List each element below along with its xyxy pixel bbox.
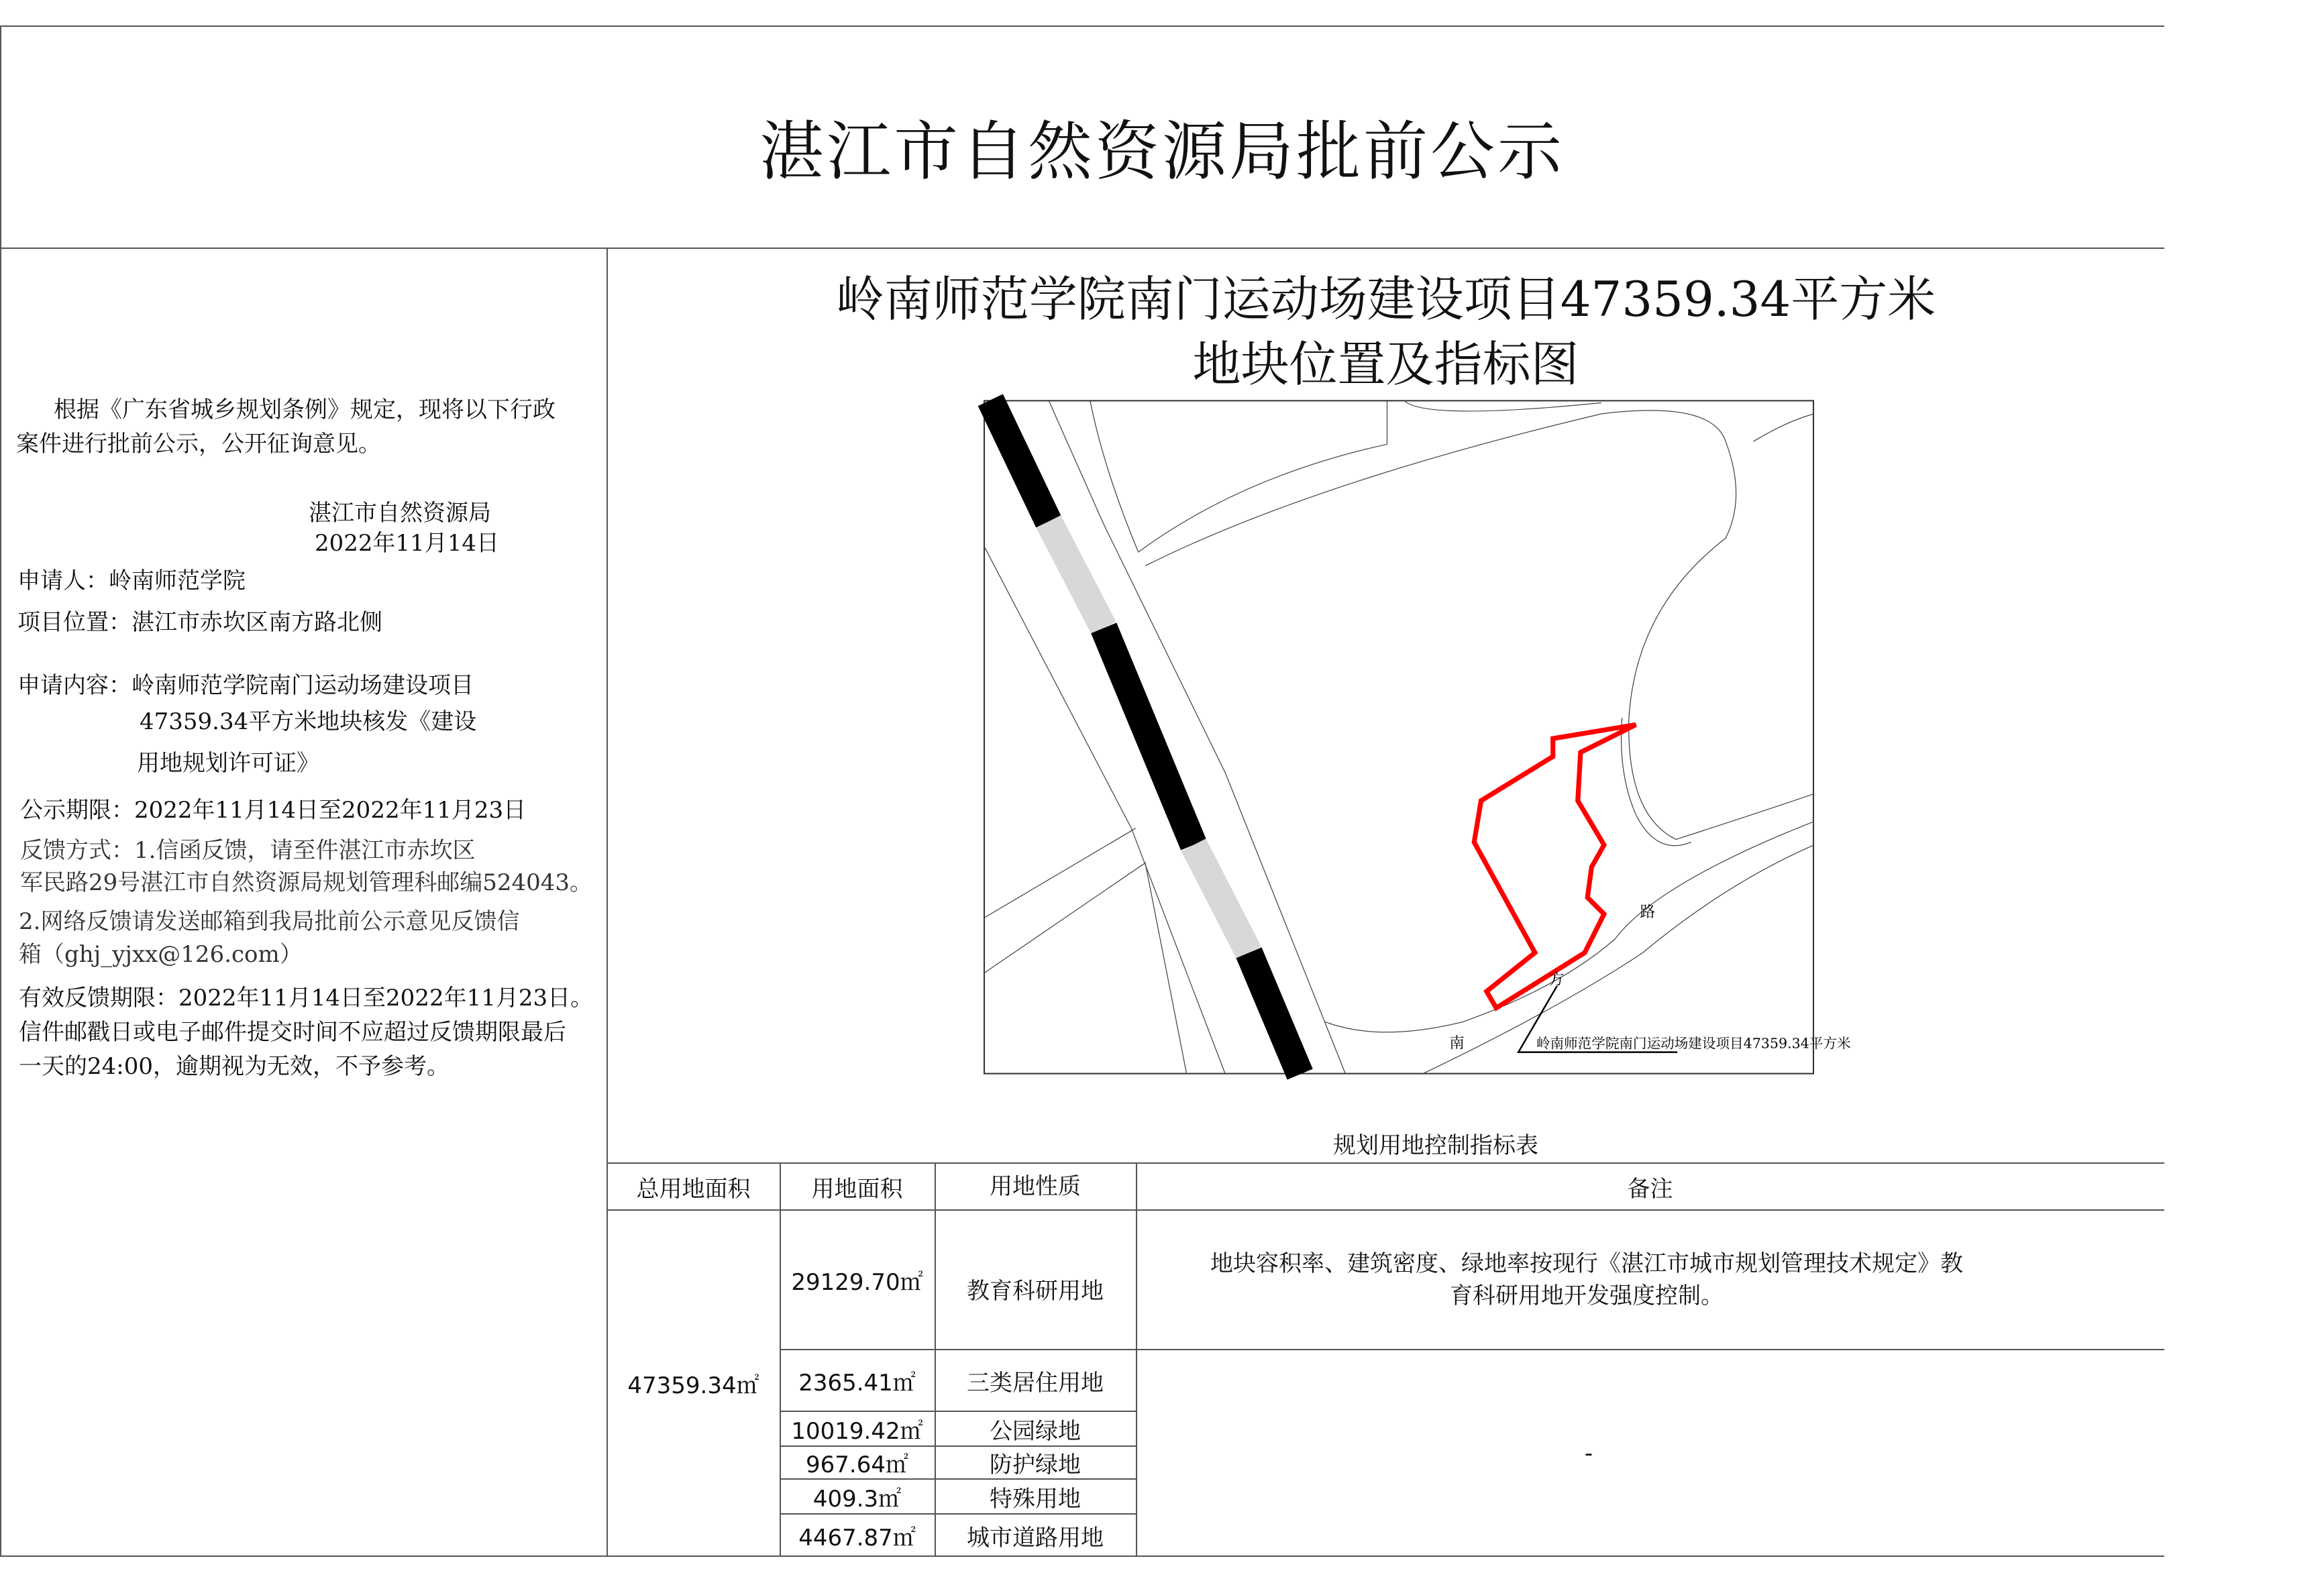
map-title-line2: 地块位置及指标图: [1192, 336, 1579, 392]
row-area: 2365.41㎡: [798, 1369, 916, 1397]
road-label-char: 路: [1640, 903, 1656, 921]
page-title: 湛江市自然资源局批前公示: [759, 114, 1565, 189]
location-map: [984, 400, 1851, 1075]
notice-valid-period: 一天的24:00，逾期视为无效，不予参考。: [19, 1053, 450, 1080]
notice-date: 2022年11月14日: [315, 530, 500, 557]
row-area: 29129.70㎡: [791, 1268, 923, 1296]
row-area: 409.3㎡: [812, 1485, 902, 1513]
row-note: 地块容积率、建筑密度、绿地率按现行《湛江市城市规划管理技术规定》教育科研用地开发强度控制。: [1210, 1250, 1963, 1309]
total-area-value: 47359.34㎡: [627, 1372, 759, 1399]
row-land-use: 公园绿地: [990, 1417, 1081, 1445]
header-land-use: 用地性质: [990, 1172, 1081, 1200]
notice-feedback-email[interactable]: 箱（ghj_yjxx@126.com）: [19, 941, 303, 968]
header-area: 用地面积: [811, 1175, 903, 1203]
road-label-char: 方: [1548, 971, 1565, 989]
road-label-char: 南: [1449, 1034, 1465, 1052]
row-land-use: 三类居住用地: [967, 1369, 1104, 1397]
table-title: 规划用地控制指标表: [1333, 1132, 1538, 1159]
top-border: [0, 25, 2164, 27]
row-land-use: 教育科研用地: [967, 1277, 1104, 1305]
header-total-area: 总用地面积: [636, 1175, 751, 1203]
map-title-line1: 岭南师范学院南门运动场建设项目47359.34平方米: [835, 271, 1936, 327]
header-divider: [0, 248, 2164, 249]
header-note: 备注: [1627, 1175, 1673, 1203]
notice-valid-period: 有效反馈期限：2022年11月14日至2022年11月23日。: [19, 985, 594, 1012]
left-border: [0, 25, 1, 1557]
notice-applicant: 申请人：岭南师范学院: [17, 567, 246, 594]
notice-period: 公示期限：2022年11月14日至2022年11月23日: [20, 797, 527, 824]
notice-intro: 根据《广东省城乡规划条例》规定，现将以下行政: [54, 396, 556, 423]
row-area: 4467.87㎡: [798, 1524, 916, 1551]
notice-feedback: 2.网络反馈请发送邮箱到我局批前公示意见反馈信: [19, 908, 520, 935]
notice-valid-period: 信件邮戳日或电子邮件提交时间不应超过反馈期限最后: [19, 1019, 566, 1046]
notice-location: 项目位置：湛江市赤坎区南方路北侧: [17, 609, 382, 636]
notice-content: 用地规划许可证》: [137, 750, 319, 777]
row-land-use: 城市道路用地: [967, 1524, 1104, 1551]
row-area: 967.64㎡: [806, 1452, 908, 1478]
notice-content: 47359.34平方米地块核发《建设: [140, 708, 477, 735]
parcel-label: 岭南师范学院南门运动场建设项目47359.34平方米: [1536, 1035, 1851, 1052]
map-frame: [984, 400, 1813, 1073]
notice-feedback: 反馈方式：1.信函反馈，请至件湛江市赤坎区: [20, 837, 476, 864]
other-note: -: [1584, 1439, 1593, 1467]
notice-feedback: 军民路29号湛江市自然资源局规划管理科邮编524043。: [20, 869, 593, 896]
notice-issuer: 湛江市自然资源局: [309, 500, 491, 527]
notice-content: 申请内容：岭南师范学院南门运动场建设项目: [17, 672, 474, 699]
row-land-use: 特殊用地: [990, 1485, 1081, 1513]
notice-intro: 案件进行批前公示，公开征询意见。: [16, 431, 381, 457]
row-land-use: 防护绿地: [990, 1452, 1081, 1478]
row-area: 10019.42㎡: [791, 1417, 923, 1445]
